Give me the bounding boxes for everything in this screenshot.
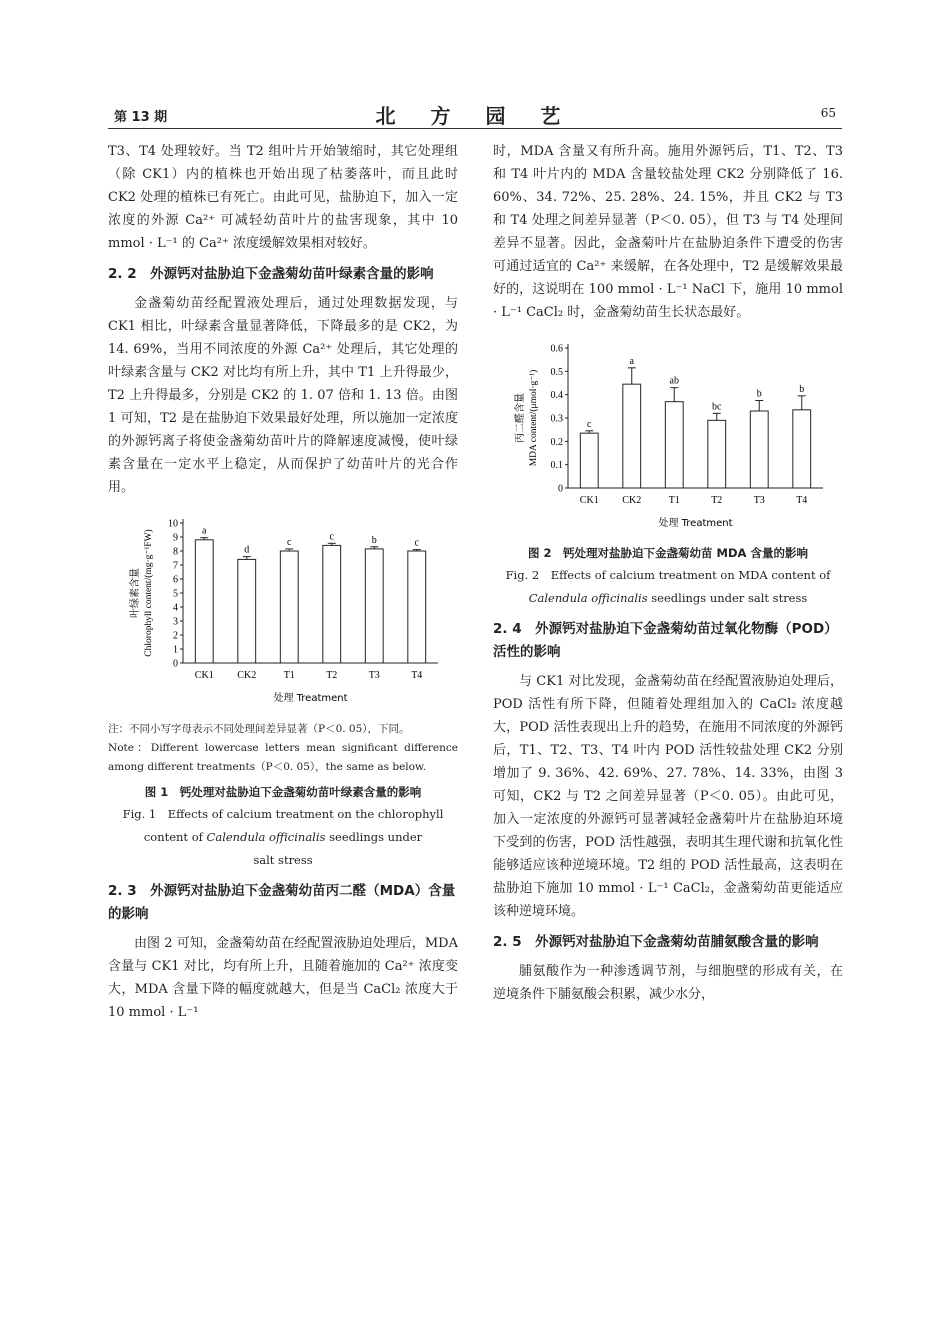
bar-t4 bbox=[408, 551, 426, 663]
page-number: 65 bbox=[820, 106, 836, 120]
x-axis-label: 处理 Treatment bbox=[658, 518, 733, 529]
significance-letter: c bbox=[414, 537, 419, 549]
y-tick-label: 0.3 bbox=[550, 413, 563, 425]
figure-2-caption-en-line1: Fig. 2 Effects of calcium treatment on MDA content of bbox=[505, 568, 831, 582]
species-name: Calendula officinalis bbox=[206, 830, 326, 844]
y-tick-label: 3 bbox=[173, 616, 178, 628]
paragraph-continued: T3、T4 处理较好。当 T2 组叶片开始皱缩时，其它处理组（除 CK1）内的植株也开始出现了枯萎落叶，而且此时 CK2 处理的植株已有死亡。由此可见，盐胁迫下，加入一定浓度的外源 Ca²⁺ 可减轻幼苗叶片的盐害现象，其中 10 mmol · L⁻¹ 的 Ca²⁺ 浓度缓解效果相对较好。 bbox=[108, 144, 458, 251]
y-axis-label-en: MDA content/(μmol·g⁻¹) bbox=[529, 369, 539, 467]
journal-title: 北 方 园 艺 bbox=[375, 104, 575, 128]
left-column bbox=[108, 140, 458, 1024]
figure-2-caption-cn: 图 2 钙处理对盐胁迫下金盏菊幼苗 MDA 含量的影响 bbox=[528, 546, 808, 560]
y-tick-label: 9 bbox=[173, 532, 178, 544]
y-tick-label: 4 bbox=[173, 602, 178, 614]
bar-t3 bbox=[750, 411, 768, 488]
significance-letter: bc bbox=[712, 401, 722, 413]
figure-2 bbox=[493, 338, 843, 610]
page-header bbox=[108, 100, 842, 129]
x-tick-label: T1 bbox=[283, 670, 295, 681]
figure-1-caption-en-line3: salt stress bbox=[253, 853, 313, 867]
y-tick-label: 5 bbox=[173, 588, 178, 600]
significance-letter: ab bbox=[669, 375, 679, 387]
x-tick-label: CK1 bbox=[194, 670, 214, 681]
bar-ck2 bbox=[238, 559, 256, 663]
significance-letter: c bbox=[329, 531, 334, 543]
bar-t2 bbox=[708, 420, 726, 488]
figure-note-en: Note：Different lowercase letters mean significant difference among different treatments（P＜0. 05），the same as below. bbox=[108, 742, 458, 773]
significance-letter: a bbox=[629, 355, 634, 367]
y-tick-label: 0.5 bbox=[550, 366, 563, 378]
y-axis-label-cn: 丙二醛含量 bbox=[515, 393, 526, 443]
bar-ck1 bbox=[580, 433, 598, 488]
y-tick-label: 1 bbox=[173, 644, 178, 656]
section-heading-2-5: 2. 5 外源钙对盐胁迫下金盏菊幼苗脯氨酸含量的影响 bbox=[493, 934, 819, 950]
significance-letter: b bbox=[799, 383, 805, 395]
figure-1-caption-en-line2: content of Calendula officinalis seedlings under bbox=[143, 830, 423, 844]
chlorophyll-bar-chart bbox=[108, 513, 458, 713]
figure-1 bbox=[108, 513, 458, 872]
right-column bbox=[493, 140, 843, 1006]
bar-t1 bbox=[665, 402, 683, 488]
paragraph-chlorophyll: 金盏菊幼苗经配置液处理后，通过处理数据发现，与 CK1 相比，叶绿素含量显著降低，下降最多的是 CK2，为 14. 69%，当用不同浓度的外源 Ca²⁺ 处理后，其它处理的叶绿素含量与 CK2 对比均有所上升，其中 T1 上升得最少，T2 上升得最多，分别是 CK2 的 1. 07 倍和 1. 13 倍。由图 1 可知，T2 是在盐胁迫下效果最好处理，所以施加一定浓度的外源钙离子将使金盏菊幼苗叶片的降解速度减慢，使叶绿素含量在一定水平上稳定，从而保护了幼苗叶片的光合作用。 bbox=[108, 296, 458, 495]
y-tick-label: 6 bbox=[173, 574, 178, 586]
significance-letter: c bbox=[587, 418, 592, 430]
y-tick-label: 0.4 bbox=[550, 390, 563, 402]
x-tick-label: T3 bbox=[368, 670, 380, 681]
mda-bar-chart bbox=[493, 338, 843, 538]
figure-1-caption-en-line1: Fig. 1 Effects of calcium treatment on the chlorophyll bbox=[122, 807, 444, 821]
significance-letter: d bbox=[244, 544, 250, 556]
x-tick-label: T1 bbox=[668, 495, 680, 506]
paragraph-pod: 与 CK1 对比发现，金盏菊幼苗在经配置液胁迫处理后，POD 活性有所下降，但随着处理组加入的 CaCl₂ 浓度越大，POD 活性表现出上升的趋势，在施用不同浓度的外源钙后，T1、T2、T3、T4 叶内 POD 活性较盐处理 CK2 分别增加了 9. 36%、42. 69%、27. 78%、14. 33%，由图 3 可知，CK2 与 T2 之间差异显著（P＜0. 05）。由此可见，加入一定浓度的外源钙可显著减轻金盏菊叶片在盐胁迫环境下受到的伤害，POD 活性越强，表明其生理代谢和抗氧化性能够适应该种逆境环境。T2 组的 POD 活性最高，这表明在盐胁迫下施加 10 mmol · L⁻¹ CaCl₂，金盏菊幼苗更能适应该种逆境环境。 bbox=[493, 674, 843, 919]
y-axis-label-en: Chlorophyll content/(mg·g⁻¹FW) bbox=[144, 529, 154, 657]
y-tick-label: 2 bbox=[173, 630, 178, 642]
significance-letter: a bbox=[202, 525, 207, 537]
x-tick-label: T3 bbox=[753, 495, 765, 506]
bar-t3 bbox=[365, 549, 383, 663]
paragraph-mda-continued: 时，MDA 含量又有所升高。施用外源钙后，T1、T2、T3 和 T4 叶片内的 MDA 含量较盐处理 CK2 分别降低了 16. 60%、34. 72%、25. 28%、24. 15%，并且 CK2 与 T3 和 T4 处理之间差异显著（P＜0. 05），但 T3 与 T4 处理间差异不显著。因此，金盏菊叶片在盐胁迫条件下遭受的伤害可通过适宜的 Ca²⁺ 来缓解，在各处理中，T2 是缓解效果最好的，这说明在 100 mmol · L⁻¹ NaCl 下，施用 10 mmol · L⁻¹ CaCl₂ 时，金盏菊幼苗生长状态最好。 bbox=[493, 144, 843, 320]
y-tick-label: 0.6 bbox=[550, 343, 563, 355]
section-heading-2-4: 2. 4 外源钙对盐胁迫下金盏菊幼苗过氧化物酶（POD）活性的影响 bbox=[493, 621, 838, 660]
bar-t2 bbox=[323, 545, 341, 663]
bar-ck1 bbox=[195, 540, 213, 663]
issue-number: 第 13 期 bbox=[114, 110, 168, 125]
y-tick-label: 0.2 bbox=[550, 436, 563, 448]
y-tick-label: 10 bbox=[168, 518, 178, 530]
y-tick-label: 8 bbox=[173, 546, 178, 558]
y-axis-label-cn: 叶绿素含量 bbox=[130, 568, 141, 618]
section-heading-2-2: 2. 2 外源钙对盐胁迫下金盏菊幼苗叶绿素含量的影响 bbox=[108, 266, 434, 282]
x-tick-label: T4 bbox=[796, 495, 808, 506]
x-tick-label: T2 bbox=[711, 495, 723, 506]
bar-t4 bbox=[793, 410, 811, 488]
figure-note-cn: 注：不同小写字母表示不同处理间差异显著（P＜0. 05），下同。 bbox=[108, 723, 410, 735]
y-tick-label: 0.1 bbox=[550, 460, 563, 472]
bar-ck2 bbox=[623, 384, 641, 488]
x-tick-label: CK2 bbox=[237, 670, 257, 681]
y-tick-label: 0 bbox=[558, 483, 563, 495]
significance-letter: b bbox=[371, 534, 377, 546]
x-tick-label: T4 bbox=[411, 670, 423, 681]
x-axis-label: 处理 Treatment bbox=[273, 693, 348, 704]
species-name: Calendula officinalis bbox=[528, 591, 648, 605]
paragraph-proline: 脯氨酸作为一种渗透调节剂，与细胞壁的形成有关，在逆境条件下脯氨酸会积累，减少水分， bbox=[493, 964, 843, 1002]
y-tick-label: 7 bbox=[173, 560, 178, 572]
x-tick-label: T2 bbox=[326, 670, 338, 681]
significance-letter: c bbox=[287, 536, 292, 548]
paragraph-mda: 由图 2 可知，金盏菊幼苗在经配置液胁迫处理后，MDA 含量与 CK1 对比，均有所上升，且随着施加的 Ca²⁺ 浓度变大，MDA 含量下降的幅度就越大，但是当 CaCl₂ 浓度大于 10 mmol · L⁻¹ bbox=[108, 936, 458, 1020]
bar-t1 bbox=[280, 551, 298, 663]
y-tick-label: 0 bbox=[173, 658, 178, 670]
x-tick-label: CK1 bbox=[579, 495, 599, 506]
figure-1-caption-cn: 图 1 钙处理对盐胁迫下金盏菊幼苗叶绿素含量的影响 bbox=[144, 785, 422, 799]
x-tick-label: CK2 bbox=[622, 495, 642, 506]
section-heading-2-3: 2. 3 外源钙对盐胁迫下金盏菊幼苗丙二醛（MDA）含量的影响 bbox=[108, 883, 456, 922]
significance-letter: b bbox=[756, 388, 762, 400]
figure-2-caption-en-line2: Calendula officinalis seedlings under salt stress bbox=[528, 591, 808, 605]
